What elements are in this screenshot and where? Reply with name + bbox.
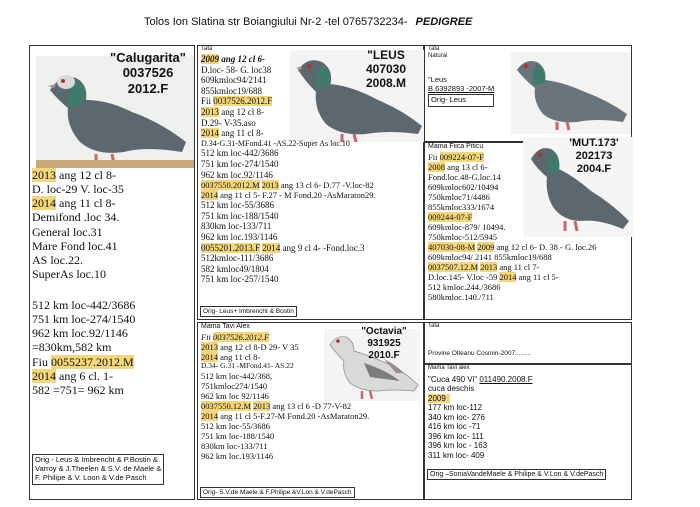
main-origin-0: Orig - Leus & Imbrencht & P.Bostin & — [35, 455, 158, 464]
father-dist2-2: 830km loc-133/711 — [201, 221, 272, 232]
paternal-grandfather-box — [424, 45, 632, 142]
mgm-label: Mama Tavi alex — [428, 365, 470, 371]
father-dist2-1: 751 km loc-188/1540 — [201, 210, 279, 221]
pgm-line-2: 609kmloc602/10494 — [428, 182, 499, 193]
main-year: 2012.F — [127, 80, 169, 96]
mother-child2-line: ang 11 cl 5-F.27-M Fond.20 -AsMaraton29. — [218, 410, 370, 421]
mother-line-4: 512 km loc-442/368, — [201, 370, 273, 381]
mgm-origin: Orig –SoniaVandeMaele & Philipe & V.Lon & V.dePasch — [427, 469, 606, 480]
mgm-sub: cuca deschis — [428, 384, 475, 394]
main-origin — [32, 454, 164, 485]
mgm-info — [428, 375, 533, 460]
mother-child-prefix: Fii — [201, 332, 214, 342]
mother-child2-ring: 0037550.12.M — [201, 400, 252, 411]
pgm-child-prefix: Fii — [428, 152, 440, 162]
main-child-ring: 0055237.2012.M — [51, 354, 134, 369]
father-child-line-0: ang 12 cl 8- — [219, 107, 264, 118]
main-distance-3: =830km,582 km — [32, 340, 112, 355]
main-bird-box — [29, 45, 195, 500]
mother-dist-3: 962 km loc.193/1146 — [201, 451, 274, 462]
main-result-6: AS loc.22. — [32, 252, 83, 267]
main-child-race: ang 6 cl. 1- — [56, 368, 113, 383]
pgf-name: "Leus — [428, 75, 447, 84]
main-result-0: ang 12 cl 8- — [56, 168, 116, 182]
pgm-year: 2004.F — [576, 162, 612, 175]
pgm-child4-line: D.loc.145- V.loc -59 — [428, 272, 500, 283]
mother-label: Mama Tavi Alex — [201, 323, 250, 330]
main-result-3: Demifond .loc 34. — [32, 210, 120, 225]
pedigree-label: PEDIGREE — [415, 16, 473, 28]
father-child-line-1: D.29- V-35.aso — [201, 117, 256, 128]
main-result-1: D. loc-29 V. loc-35 — [32, 182, 124, 197]
pgm-line-4: 855kmloc333/1674 — [428, 202, 495, 213]
page-header — [144, 16, 472, 28]
main-results: 2013 ang 12 cl 8- D. loc-29 V. loc-35 2014 ang 11 cl 8- Demifond .loc 34. General loc.31 Mare Fond loc.41 AS loc.22. SuperAs loc.10 — [32, 168, 124, 282]
main-name: "Calugarita" — [110, 50, 186, 65]
main-origin-1: Varroy & J.Theelen & S.V. de Maele & — [35, 463, 162, 473]
mother-year: 2010.F — [368, 349, 400, 361]
father-line-0: ang 12 cl 6- — [219, 54, 265, 64]
father-line-1: D.loc- 58- G. loc38 — [201, 64, 272, 75]
mother-line-6: 962 km loc 92/1146 — [201, 390, 269, 401]
mgm-line-0: 177 km loc-112 — [428, 403, 483, 413]
pgm-results: Fii 009224-07-F 2008 ang 13 cl 6- Fond.loc.48-G.loc.14 609kmloc602/10494 750kmloc71/4486 855kmloc333/1674 009244-07-F 609kmloc-879/ 10494. 750kmloc-512/5945 407030-08-M 2009 ang 12 cl 6- D. 38 - G. loc.26 609kmloc94/ 2141 855kmloc19/688 0037507.12.M 2013 ang 11 cl 7- D.loc.145- V.loc -59 2014 ang 11 cl 5- 512 kmloc.244./3686 580kmloc.140./711 — [428, 152, 597, 303]
father-ring: 407030 — [365, 62, 407, 77]
pgm-line-0: ang 13 cl 6- — [445, 162, 488, 173]
main-result-2: ang 11 cl 8- — [56, 196, 116, 211]
mgm-name: "Cuca 490 Vi" — [428, 375, 478, 384]
mother-dist-2: 830km loc-133/711 — [201, 441, 268, 451]
father-dist-1: 751 km loc-274/1540 — [201, 158, 279, 169]
father-dist-2: 962 km loc.92/1146 — [201, 169, 273, 180]
father-year: 2008.M — [365, 76, 407, 91]
maternal-grandfather-box — [424, 322, 632, 364]
father-dist3-2: 751 km loc-257/1540 — [201, 274, 279, 285]
mother-line-1: ang 12 cl 8-D 29- V 35 — [218, 342, 299, 353]
mgf-label: Tata — [428, 323, 440, 329]
father-dist-0: 512 km loc-442/3686 — [201, 148, 279, 159]
maternal-grandmother-box — [424, 364, 632, 500]
pgf-sub: Natural — [428, 53, 448, 59]
mgm-year: 2009 — [428, 394, 450, 403]
main-origin-2: F. Philipe & V. Loon & V.de Pasch — [35, 472, 147, 482]
main-result-5: Mare Fond loc.41 — [32, 238, 118, 253]
main-distance-0: 512 km loc-442/3686 — [32, 298, 136, 312]
father-dist2-0: 512 km loc-55/3686 — [201, 200, 274, 211]
mgm-line-1: 340 km loc- 276 — [428, 412, 485, 422]
main-distance-2: 962 km loc.92/1146 — [32, 326, 128, 341]
pgm-ring: 202173 — [575, 149, 613, 162]
mgm-line-4: 396 km loc - 163 — [428, 441, 488, 451]
mother-child-ring: 0037526.2012.F — [213, 332, 270, 342]
pgm-lines2-0: 609kmloc-879/ 10494. — [428, 222, 506, 233]
main-distance-1: 751 km loc-274/1540 — [32, 312, 136, 327]
mgm-line-5: 311 km loc- 409 — [428, 450, 485, 460]
father-child3-ring: 0055201.2013.F — [201, 242, 261, 253]
mgm-ring: 011490.2008.F — [479, 375, 533, 384]
paternal-grandmother-box — [424, 137, 632, 320]
father-child-prefix: Fii — [201, 96, 214, 107]
pgf-pigeon-photo — [511, 52, 631, 134]
main-child-year: 2014 — [32, 368, 56, 383]
mother-results: Fii 0037526.2012.F 2013 ang 12 cl 8-D 29- V 35 2014 ang 11 cl 8- D.34- G.31 -MFond.41- AS.22 512 km loc-442/368, 751kmloc274/1540 962 km loc 92/1146 0037550.12.M 2013 ang 13 cl 6 -D 77-V-82 2014 ang 11 cl 5-F.27-M Fond.20 -AsMaraton29. 512 km loc-55/3686 751 km loc-188/1540 830km loc-133/711 962 km loc.193/1146 — [201, 332, 370, 462]
pgm-child-ring: 009224-07-F — [439, 152, 484, 162]
father-label: Tata — [201, 46, 213, 52]
father-child-ring: 0037526.2012.F — [213, 96, 273, 107]
father-dist3-1: 582 kmloc49/1804 — [201, 263, 269, 274]
pgf-origin: Orig- Leus — [428, 94, 494, 107]
father-child-line-3: D.34-G.31-MFond.41 -AS.22-Super As loc.10 — [201, 138, 350, 148]
pgm-child3-ring: 407030-08-M — [428, 242, 476, 253]
main-title — [100, 50, 196, 96]
mother-line-3: D.34- G.31 -MFond.41- AS.22 — [201, 361, 294, 371]
pgm-label: Mama Fiica Piticu — [428, 143, 484, 150]
pgf-ring: B.6392893 -2007-M — [428, 83, 495, 93]
mother-name: "Octavia" — [361, 326, 407, 337]
father-results: 2009 ang 12 cl 6- D.loc- 58- G. loc38 609kmloc94/2141 855kmloc19/688 Fii 0037526.2012.F 2013 ang 12 cl 8- D.29- V-35.aso 2014 ang 11 cl 8- D.34-G.31-MFond.41 -AS.22-Super As loc.10 512 km loc-442/3686 751 km loc-274/1540 962 km loc.92/1146 0037550.2012.M 2013 ang 13 cl 6- D.77 -V.loc-82 2014 ang 11 cl 5- F.27 - M Fond.20 -AsMaraton29. 512 km loc-55/3686 751 km loc-188/1540 830km loc-133/711 962 km loc.193/1146 0055201.2013.F 2014 ang 9 cl 4- -Fond.loc.3 512kmloc-111/3686 582 kmloc49/1804 751 km loc-257/1540 — [201, 54, 376, 285]
father-child2-line: ang 11 cl 5- F.27 - M Fond.20 -AsMaraton29. — [218, 190, 376, 201]
pgm-line-3: 750kmloc71/4486 — [428, 192, 490, 203]
father-origin: Orig- Leus+ Imbrencht & Bostin — [200, 306, 297, 317]
pgm-child2-ring: 009244-07-F — [428, 212, 473, 223]
pgm-name: 'MUT.173' — [569, 137, 619, 149]
father-name: "LEUS — [367, 48, 405, 62]
father-line-2: 609kmloc94/2141 — [201, 75, 267, 86]
father-dist3-0: 512kmloc-111/3686 — [201, 253, 274, 264]
main-result-7: SuperAs loc.10 — [32, 267, 106, 282]
pgm-line-1: Fond.loc.48-G.loc.14 — [428, 172, 501, 183]
father-dist2-3: 962 km loc.193/1146 — [201, 232, 278, 242]
mgm-line-2: 416 km loc -71 — [428, 422, 481, 432]
main-child-distances: 582 =751= 962 km — [32, 382, 124, 397]
pgf-label: Tata — [428, 46, 440, 52]
mother-origin: Orig- S.V.de Maele & F.Philipe &V.Lon & V.dePasch — [200, 487, 355, 498]
mother-line-5: 751kmloc274/1540 — [201, 380, 268, 391]
pgm-tail-0: 512 kmloc.244./3686 — [428, 282, 501, 293]
main-ring: 0037526 — [122, 65, 174, 81]
mgf-name: Provine Olteanu Cosmin-2007......... — [428, 350, 532, 357]
father-line-3: 855kmloc19/688 — [201, 85, 262, 96]
pgm-child3-line: 609kmloc94/ 2141 855kmloc19/688 — [428, 252, 552, 263]
header-title: Tolos Ion Slatina str Boiangiului Nr-2 -tel 0765732234- — [144, 16, 408, 28]
father-child2-ring: 0037550.2012.M — [201, 180, 260, 191]
pgf-info — [428, 76, 494, 107]
main-distances — [32, 298, 135, 397]
mother-dist-0: 512 km loc-55/3686 — [201, 420, 270, 431]
mother-ring: 931925 — [367, 337, 401, 349]
pgm-tail-1: 580kmloc.140./711 — [428, 292, 494, 303]
pgm-lines2-1: 750kmloc-512/5945 — [428, 232, 497, 243]
mother-box — [197, 322, 424, 500]
mother-dist-1: 751 km loc-188/1540 — [201, 430, 275, 441]
father-box — [197, 45, 424, 320]
main-child-label: Fiu — [32, 354, 49, 369]
main-result-4: General loc.31 — [32, 224, 103, 239]
father-child-line-2: ang 11 cl 8- — [219, 128, 264, 139]
pgm-child4-ring: 0037507.12.M — [428, 262, 479, 273]
mgm-line-3: 396 km loc- 111 — [428, 431, 484, 441]
mother-line-2: ang 11 cl 8- — [218, 352, 261, 363]
